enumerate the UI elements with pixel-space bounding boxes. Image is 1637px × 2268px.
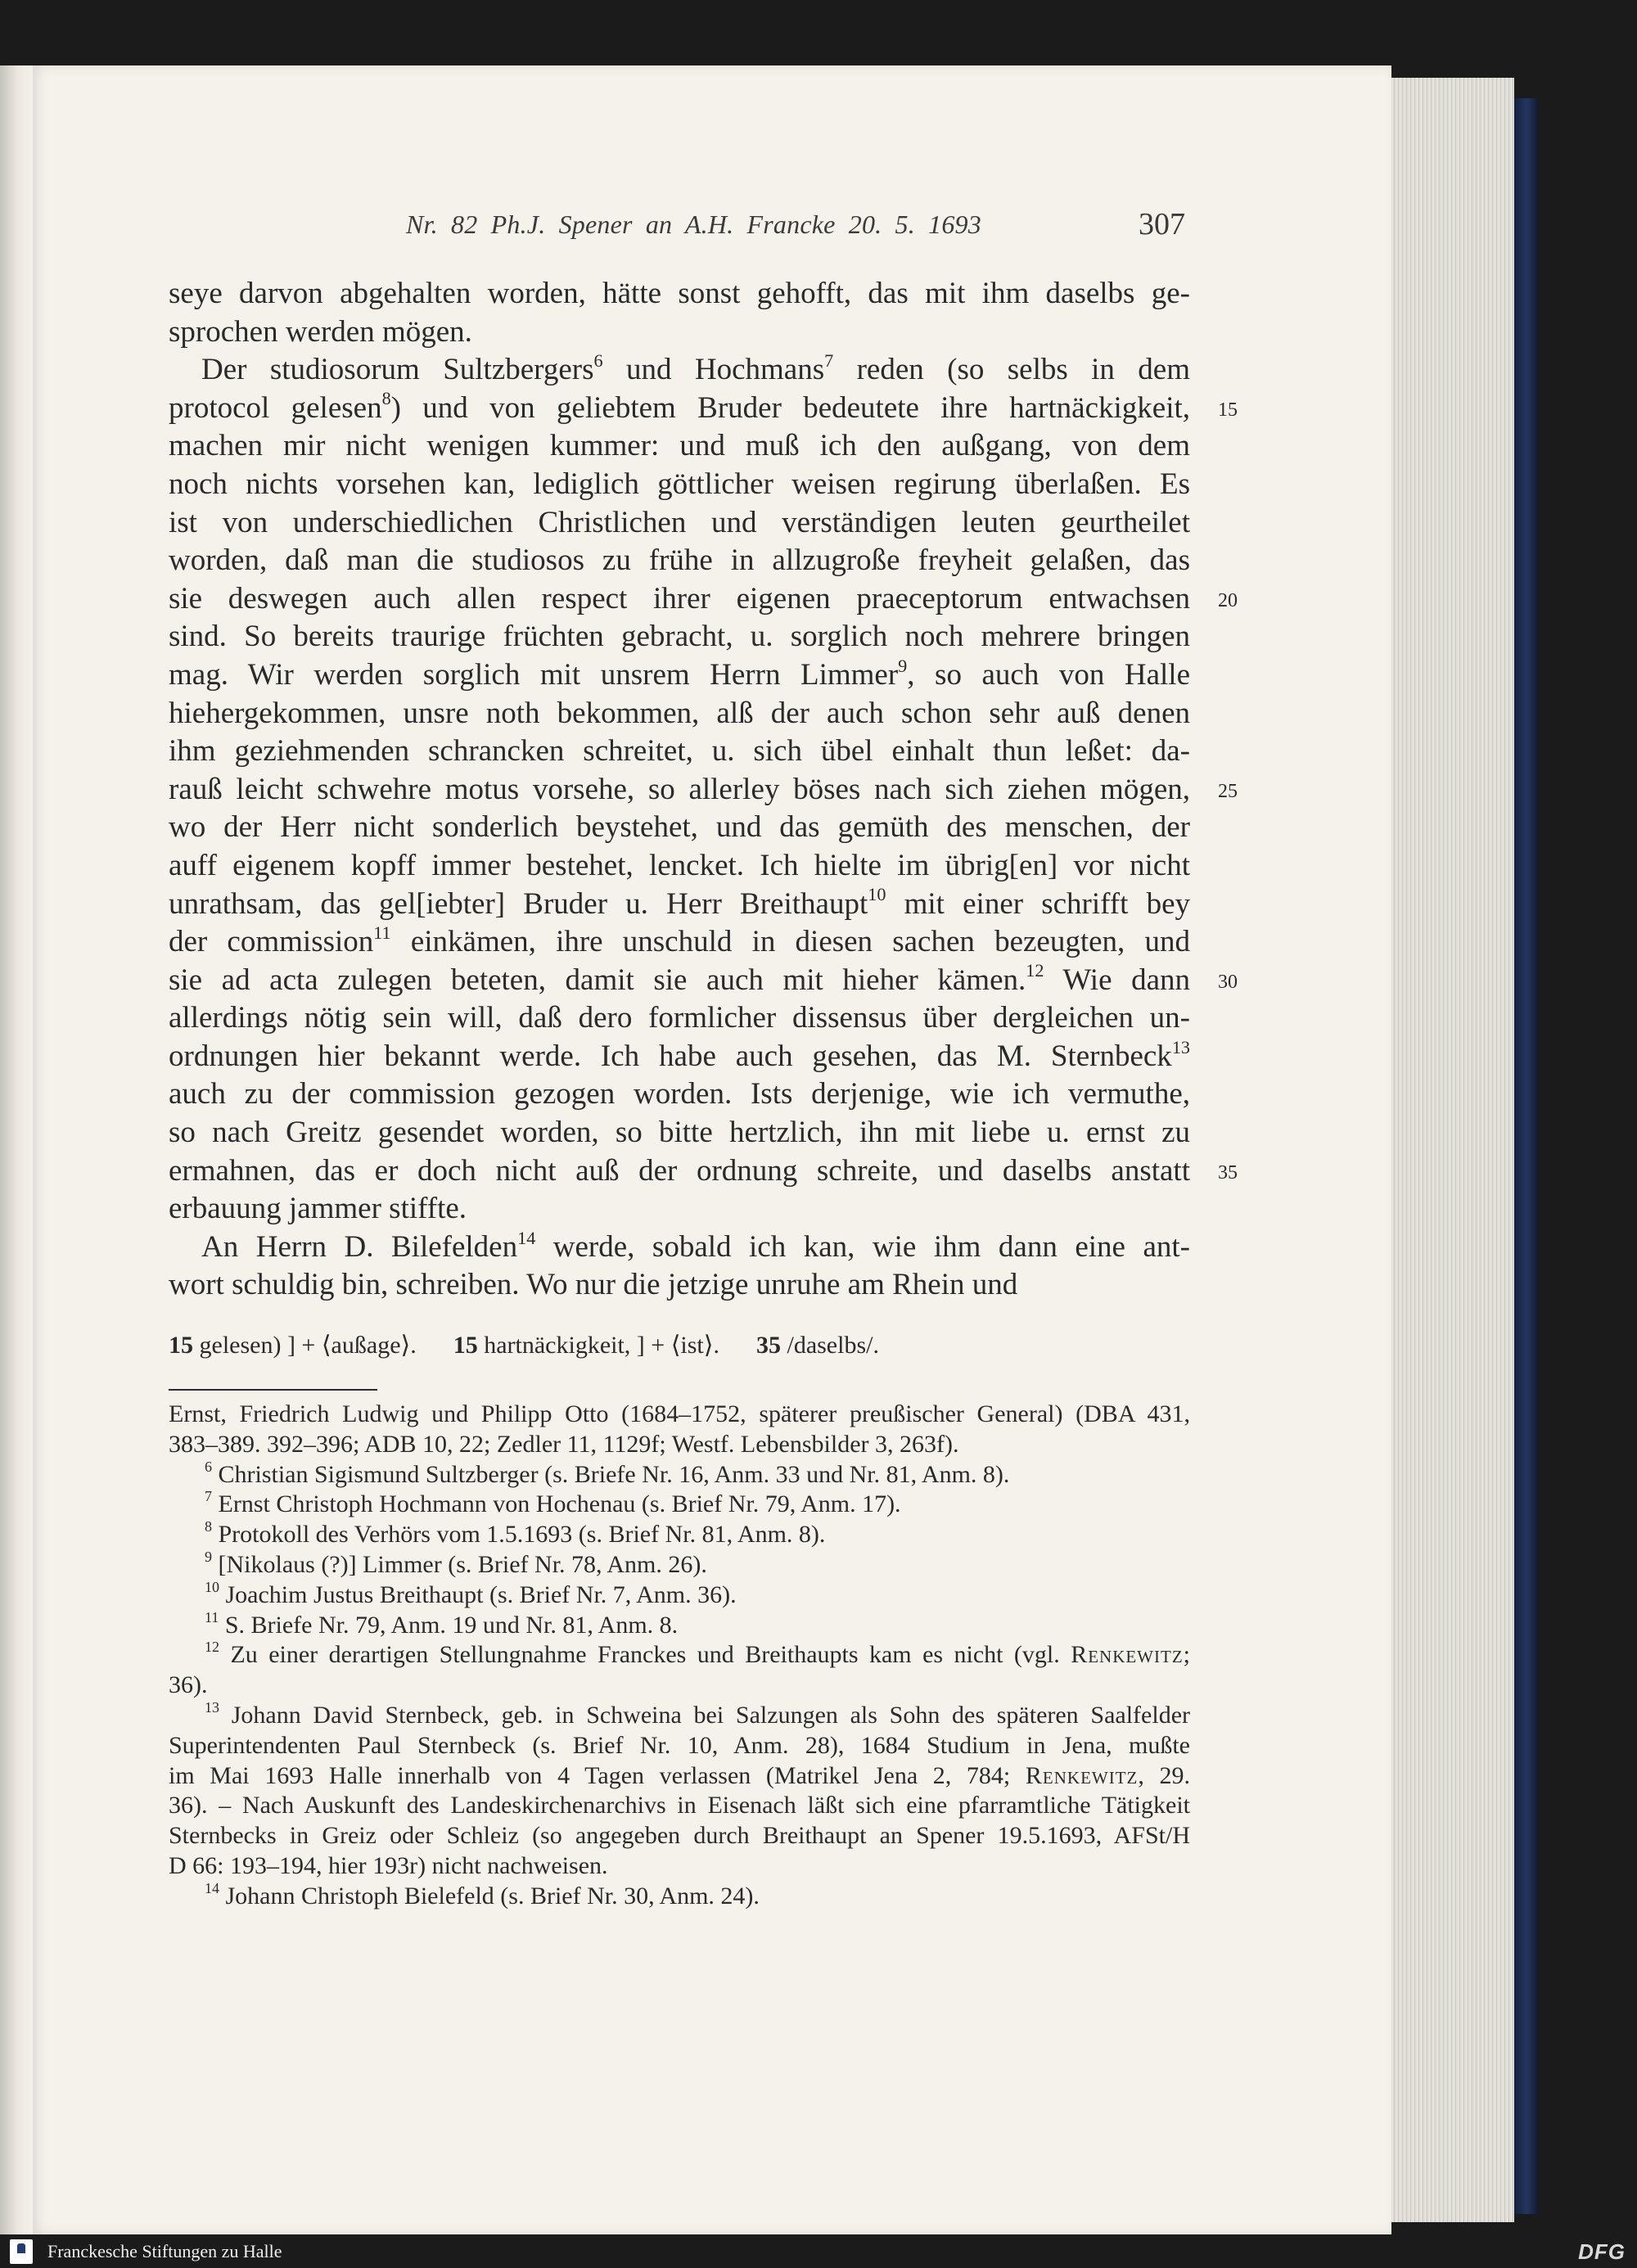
footnote-line: [169, 1640, 1190, 1671]
footnote-marker: 12: [1026, 960, 1044, 981]
footnote-marker: 14: [517, 1227, 536, 1248]
footnote-line: [169, 1400, 1190, 1430]
running-title: Nr. 82 Ph.J. Spener an A.H. Francke 20. 5. 1693: [406, 210, 981, 239]
body-line: An Herrn D. Bilefelden$^{14}$ werde, sobald ich kan, wie ihm dann eine ant-: [201, 1227, 1190, 1264]
dfg-logo: DFG: [1578, 2239, 1626, 2264]
footnote-marker: 13: [205, 1698, 219, 1716]
body-line: mag. Wir werden sorglich mit unsrem Herrn Limmer$^9$, so auch von Halle: [169, 655, 1190, 692]
footnote-marker: 11: [205, 1608, 219, 1625]
line-number: 35: [1218, 1161, 1238, 1184]
footnote-text: $^{11}$ S. Briefe Nr. 79, Anm. 19 und Nr. 81, Anm. 8.: [205, 1608, 679, 1639]
footnote-text: $^{14}$ Johann Christoph Bielefeld (s. Brief Nr. 30, Anm. 24).: [205, 1879, 760, 1910]
footnote-marker: 6: [593, 349, 603, 371]
footnote-text: $^6$ Christian Sigismund Sultzberger (s. Briefe Nr. 16, Anm. 33 und Nr. 81, Anm. 8).: [205, 1458, 1010, 1488]
apparatus-entry: hartnäckigkeit, ] + ⟨ist⟩.: [477, 1332, 719, 1359]
footnote-text: D 66: 193–194, hier 193r) nicht nachweisen.: [169, 1851, 608, 1879]
viewer-footer-bar: [0, 2234, 1637, 2268]
franckesche-stiftungen-logo-icon: [10, 2239, 33, 2264]
footnote-line: [169, 1608, 1190, 1641]
footnote-text: ;: [1183, 1641, 1190, 1669]
apparatus-line-ref: 15: [169, 1332, 193, 1359]
book-cover-edge: [1514, 98, 1539, 2214]
footnote-line: [169, 1821, 1190, 1851]
body-line: ermahnen, das er doch nicht auß der ordnung schreite, und daselbs anstatt: [169, 1153, 1190, 1188]
footnote-line: [169, 1791, 1190, 1821]
author-smallcaps: Renkewitz: [1025, 1761, 1139, 1789]
body-line: so nach Greitz gesendet worden, so bitte hertzlich, ihn mit liebe u. ernst zu: [169, 1116, 1190, 1150]
line-number: 30: [1218, 971, 1238, 993]
apparatus-line-ref: 15: [453, 1332, 478, 1359]
footnote-rule: [169, 1389, 377, 1391]
footnotes: [169, 1400, 1190, 1912]
body-line: ist von underschiedlichen Christlichen und verständigen leuten geurtheilet: [169, 505, 1190, 539]
footnote-text: $^{12}$ Zu einer derartigen Stellungnahme Franckes und Breithaupts kam es nicht (vgl.: [205, 1639, 1071, 1669]
footnote-line: [169, 1580, 1190, 1611]
body-line: worden, daß man die studiosos zu frühe in allzugroße freyheit gelaßen, das: [169, 543, 1190, 578]
line-number: 20: [1218, 589, 1238, 611]
footnote-marker: 14: [205, 1879, 219, 1896]
apparatus-entry: gelesen) ] + ⟨außage⟩.: [193, 1332, 417, 1359]
body-line: machen mir nicht wenigen kummer: und muß ich den außgang, von dem: [169, 429, 1190, 463]
institution-label: Franckesche Stiftungen zu Halle: [47, 2241, 282, 2261]
body-line: allerdings nötig sein will, daß dero formlicher dissensus über dergleichen un-: [169, 1001, 1190, 1035]
footnote-marker: 11: [373, 922, 391, 943]
body-line: sie ad acta zulegen beteten, damit sie auch mit hieher kämen.$^{12}$ Wie dann: [169, 960, 1190, 997]
body-line: sind. So bereits traurige früchten gebracht, u. sorglich noch mehrere bringen: [169, 620, 1190, 654]
footnote-line: [169, 1731, 1190, 1761]
footnote-text: $^{10}$ Joachim Justus Breithaupt (s. Brief Nr. 7, Anm. 36).: [205, 1578, 737, 1608]
footnote-marker: 6: [205, 1458, 212, 1475]
body-line: ihm geziehmenden schrancken schreitet, u. sich übel einhalt thun leßet: da-: [169, 734, 1190, 769]
line-number: 15: [1218, 399, 1238, 421]
footnote-marker: 7: [824, 349, 834, 371]
footnote-text: $^9$ [Nikolaus (?)] Limmer (s. Brief Nr. 78, Anm. 26).: [205, 1548, 707, 1578]
author-smallcaps: Renkewitz: [1071, 1641, 1184, 1669]
footnote-marker: 7: [205, 1488, 212, 1505]
footnote-line: [169, 1671, 1190, 1701]
body-line: Der studiosorum Sultzbergers$^6$ und Hochmans$^7$ reden (so selbs in dem: [201, 349, 1191, 387]
body-line: auch zu der commission gezogen worden. Ists derjenige, wie ich vermuthe,: [169, 1077, 1190, 1111]
page-number: 307: [1139, 207, 1185, 241]
body-line: erbauung jammer stiffte.: [169, 1192, 467, 1226]
footnote-marker: 9: [898, 655, 908, 676]
footnote-marker: 9: [205, 1548, 212, 1565]
apparatus-entry: /daselbs/.: [780, 1332, 879, 1359]
footnote-text: $^7$ Ernst Christoph Hochmann von Hochenau (s. Brief Nr. 79, Anm. 17).: [205, 1488, 901, 1518]
footnote-text: $^8$ Protokoll des Verhörs vom 1.5.1693 (s. Brief Nr. 81, Anm. 8).: [205, 1518, 826, 1549]
footnote-text: 36).: [169, 1671, 208, 1699]
footnote-text: im Mai 1693 Halle innerhalb von 4 Tagen verlassen (Matrikel Jena 2, 784;: [169, 1761, 1026, 1789]
apparatus-line-ref: 35: [755, 1332, 781, 1359]
footnote-text: Sternbecks in Greiz oder Schleiz (so angegeben durch Breithaupt an Spener 19.5.1693, AFSt/H: [169, 1822, 1190, 1850]
footnote-line: [169, 1879, 1190, 1912]
footnote-marker: 12: [205, 1639, 219, 1656]
footnote-marker: 10: [205, 1578, 219, 1595]
footnote-text: 36). – Nach Auskunft des Landeskirchenarchivs in Eisenach läßt sich eine pfarramtliche Tätigkeit: [169, 1792, 1190, 1819]
body-line: noch nichts vorsehen kan, lediglich göttlicher weisen regirung überlaßen. Es: [169, 467, 1190, 501]
footnote-line: [169, 1520, 1190, 1550]
body-line: wort schuldig bin, schreiben. Wo nur die jetzige unruhe am Rhein und: [169, 1268, 1018, 1302]
body-line: auff eigenem kopff immer bestehet, lencket. Ich hielte im übrig[en] vor nicht: [169, 848, 1190, 882]
footnote-text: 383–389. 392–396; ADB 10, 22; Zedler 11, 1129f; Westf. Lebensbilder 3, 263f).: [169, 1430, 959, 1458]
body-line: wo der Herr nicht sonderlich beystehet, und das gemüth des menschen, der: [169, 810, 1190, 845]
footnote-line: [169, 1851, 1190, 1882]
body-line: rauß leicht schwehre motus vorsehe, so allerley böses nach sich ziehen mögen,: [169, 772, 1190, 806]
footnote-text: $^{13}$ Johann David Sternbeck, geb. in Schweina bei Salzungen als Sohn des späteren Saalfelder: [205, 1698, 1190, 1729]
footnote-line: [169, 1430, 1190, 1460]
footnote-text: , 29.: [1138, 1761, 1191, 1789]
footnote-line: [169, 1761, 1190, 1792]
critical-apparatus: [169, 1331, 1190, 1359]
footnote-line: [169, 1460, 1190, 1490]
footnote-marker: 8: [381, 388, 391, 409]
footnote-text: Ernst, Friedrich Ludwig und Philipp Otto (1684–1752, späterer preußischer General) (DBA 431,: [169, 1400, 1190, 1427]
footnote-text: Superintendenten Paul Sternbeck (s. Brief Nr. 10, Anm. 28), 1684 Studium in Jena, mußte: [169, 1731, 1190, 1759]
footnote-line: [169, 1550, 1190, 1580]
body-line: unrathsam, das gel[iebter] Bruder u. Herr Breithaupt$^{10}$ mit einer schrifft bey: [169, 884, 1190, 921]
footnote-line: [169, 1698, 1190, 1731]
body-line: ordnungen hier bekannt werde. Ich habe auch gesehen, das M. Sternbeck$^{13}$: [169, 1036, 1190, 1073]
previous-page-edge: [0, 65, 33, 2234]
footnote-marker: 8: [205, 1518, 212, 1535]
body-line: sprochen werden mögen.: [169, 314, 472, 349]
letter-body: [169, 275, 1190, 1305]
footnote-marker: 13: [1171, 1036, 1190, 1057]
body-line: sie deswegen auch allen respect ihrer eigenen praeceptorum entwachsen: [169, 581, 1190, 615]
body-line: protocol gelesen$^8$) und von geliebtem Bruder bedeutete ihre hartnäckigkeit,: [169, 388, 1191, 425]
body-line: seye darvon abgehalten worden, hätte sonst gehofft, das mit ihm daselbs ge-: [169, 277, 1190, 310]
body-line: hiehergekommen, unsre noth bekommen, alß der auch schon sehr auß denen: [169, 696, 1190, 730]
page-edge-stack: [1391, 78, 1514, 2222]
running-header: [164, 206, 1185, 247]
footnote-line: [169, 1490, 1190, 1520]
line-number: 25: [1218, 780, 1238, 802]
footnote-marker: 10: [868, 884, 886, 905]
body-line: der commission$^{11}$ einkämen, ihre unschuld in diesen sachen bezeugten, und: [169, 922, 1190, 959]
